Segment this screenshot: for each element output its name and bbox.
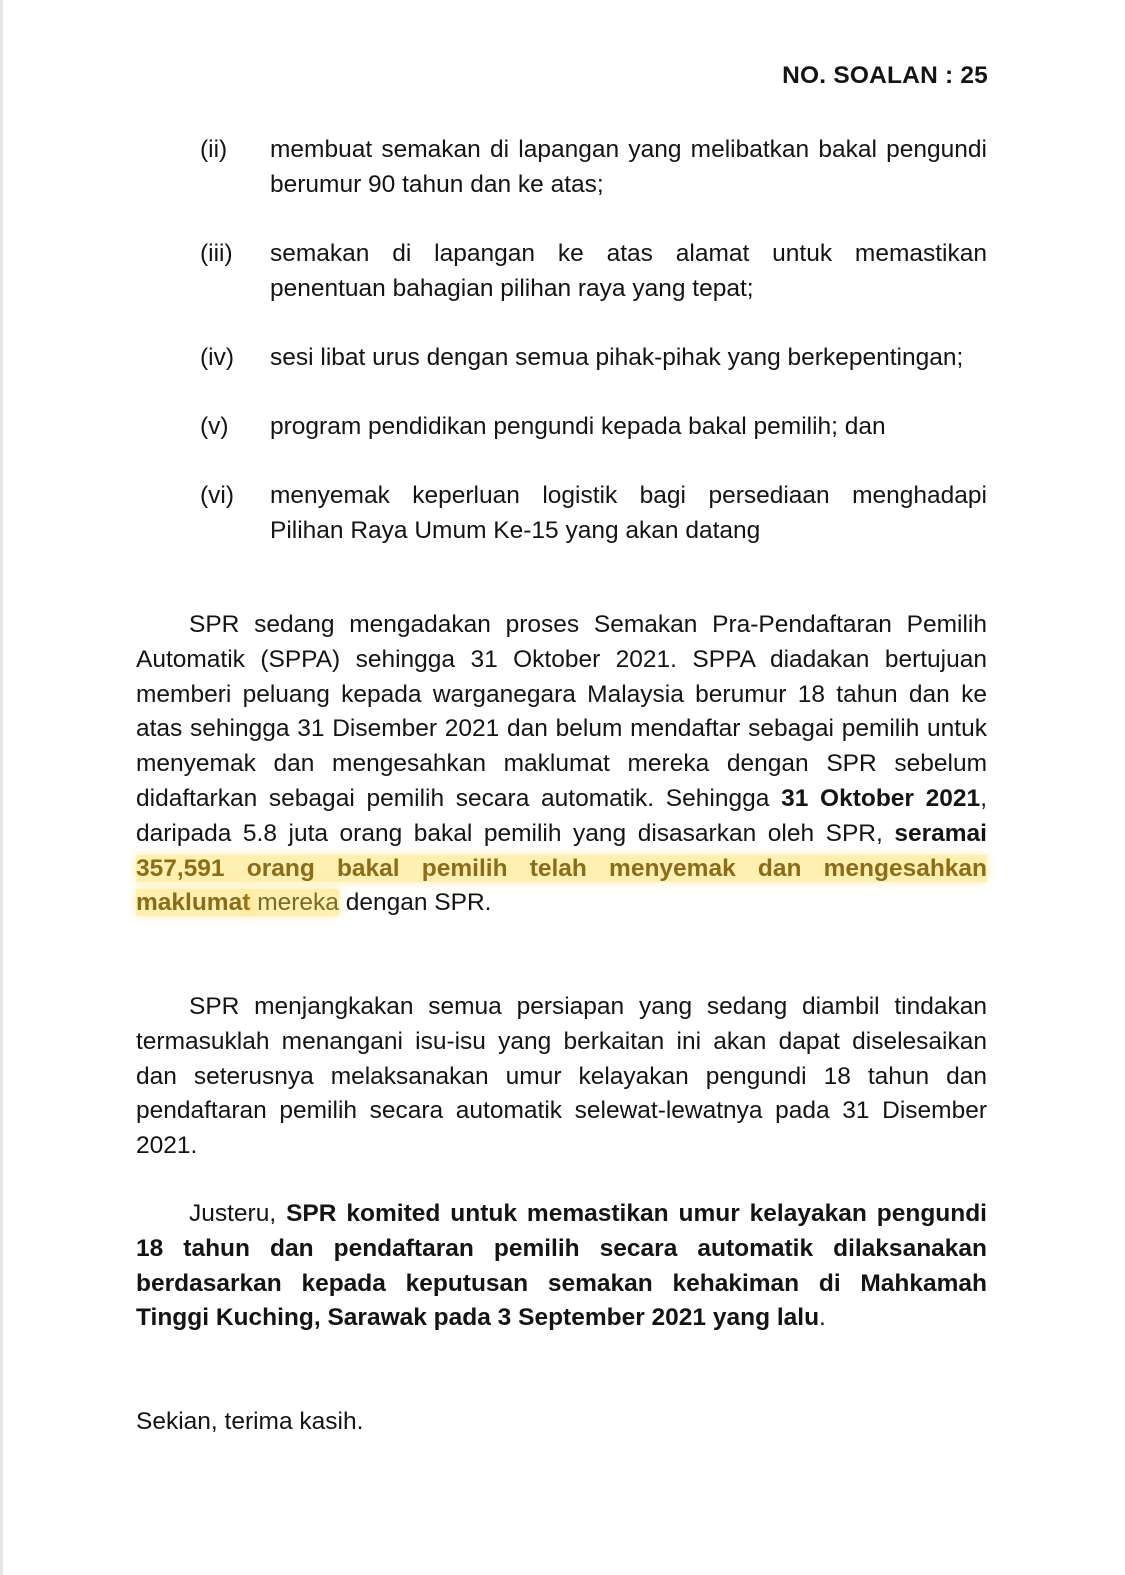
list-item [200, 478, 987, 548]
closing-line: Sekian, terima kasih. [136, 1408, 364, 1435]
paragraph-text: SPR sedang mengadakan proses Semakan Pra-Pendaftaran Pemilih Automatik (SPPA) sehingga 31 Oktober 2021. SPPA diadakan bertujuan memberi peluang kepada warganegara Malaysia berumur 18 tahun dan ke atas sehingga 31 Disember 2021 dan belum mendaftar sebagai pemilih untuk menyemak dan mengesahkan maklumat mereka dengan SPR sebelum didaftarkan sebagai pemilih secara automatik. Sehingga [136, 611, 987, 812]
paragraph-preparation: SPR menjangkakan semua persiapan yang sedang diambil tindakan termasuklah menangani isu-isu yang berkaitan ini akan dapat diselesaikan dan seterusnya melaksanakan umur kelayakan pengundi 18 tahun dan pendaftaran pemilih secara automatik selewat-lewatnya pada 31 Disember 2021. [136, 993, 987, 1160]
question-number: NO. SOALAN : 25 [782, 62, 988, 89]
list-item-text: semakan di lapangan ke atas alamat untuk memastikan penentuan bahagian pilihan raya yang tepat; [270, 240, 987, 302]
list-item [200, 340, 987, 375]
list-item-number: (vi) [200, 482, 235, 509]
highlighted-statistic: 357,591 orang bakal pemilih telah menyemak dan mengesahkan maklumat [136, 854, 987, 917]
list-item-number: (v) [200, 413, 229, 440]
bold-commitment: SPR komited untuk memastikan umur kelayakan pengundi 18 tahun dan pendaftaran pemilih secara automatik dilaksanakan berdasarkan kepada keputusan semakan kehakiman di Mahkamah Tinggi Kuching, Sarawak pada 3 September 2021 yang lalu [136, 1200, 987, 1332]
list-item-number: (ii) [200, 136, 228, 163]
paragraph-text: . [819, 1304, 826, 1332]
paragraph-commitment [136, 1197, 987, 1336]
paragraph-text: , daripada 5.8 juta orang bakal pemilih yang disasarkan oleh SPR, [136, 784, 987, 847]
paragraph-text: Justeru, [189, 1200, 287, 1227]
page-edge [0, 0, 3, 1575]
bold-date: 31 Oktober 2021 [781, 784, 981, 812]
list-item [200, 236, 987, 306]
list-item-text: menyemak keperluan logistik bagi persediaan menghadapi Pilihan Raya Umum Ke-15 yang akan datang [270, 482, 987, 544]
paragraph-text: dengan SPR. [338, 889, 492, 917]
list-item-text: membuat semakan di lapangan yang melibatkan bakal pengundi berumur 90 tahun dan ke atas; [270, 136, 987, 198]
list-item [200, 409, 987, 444]
list-item [200, 132, 987, 202]
list-item-number: (iii) [200, 240, 233, 267]
numbered-list [200, 132, 987, 582]
bold-seramai: seramai [894, 819, 987, 847]
list-item-text: sesi libat urus dengan semua pihak-pihak yang berkepentingan; [270, 344, 964, 371]
list-item-number: (iv) [200, 344, 235, 371]
highlighted-text: mereka [250, 889, 339, 917]
list-item-text: program pendidikan pengundi kepada bakal pemilih; dan [270, 413, 886, 440]
paragraph-sppa [136, 608, 987, 921]
